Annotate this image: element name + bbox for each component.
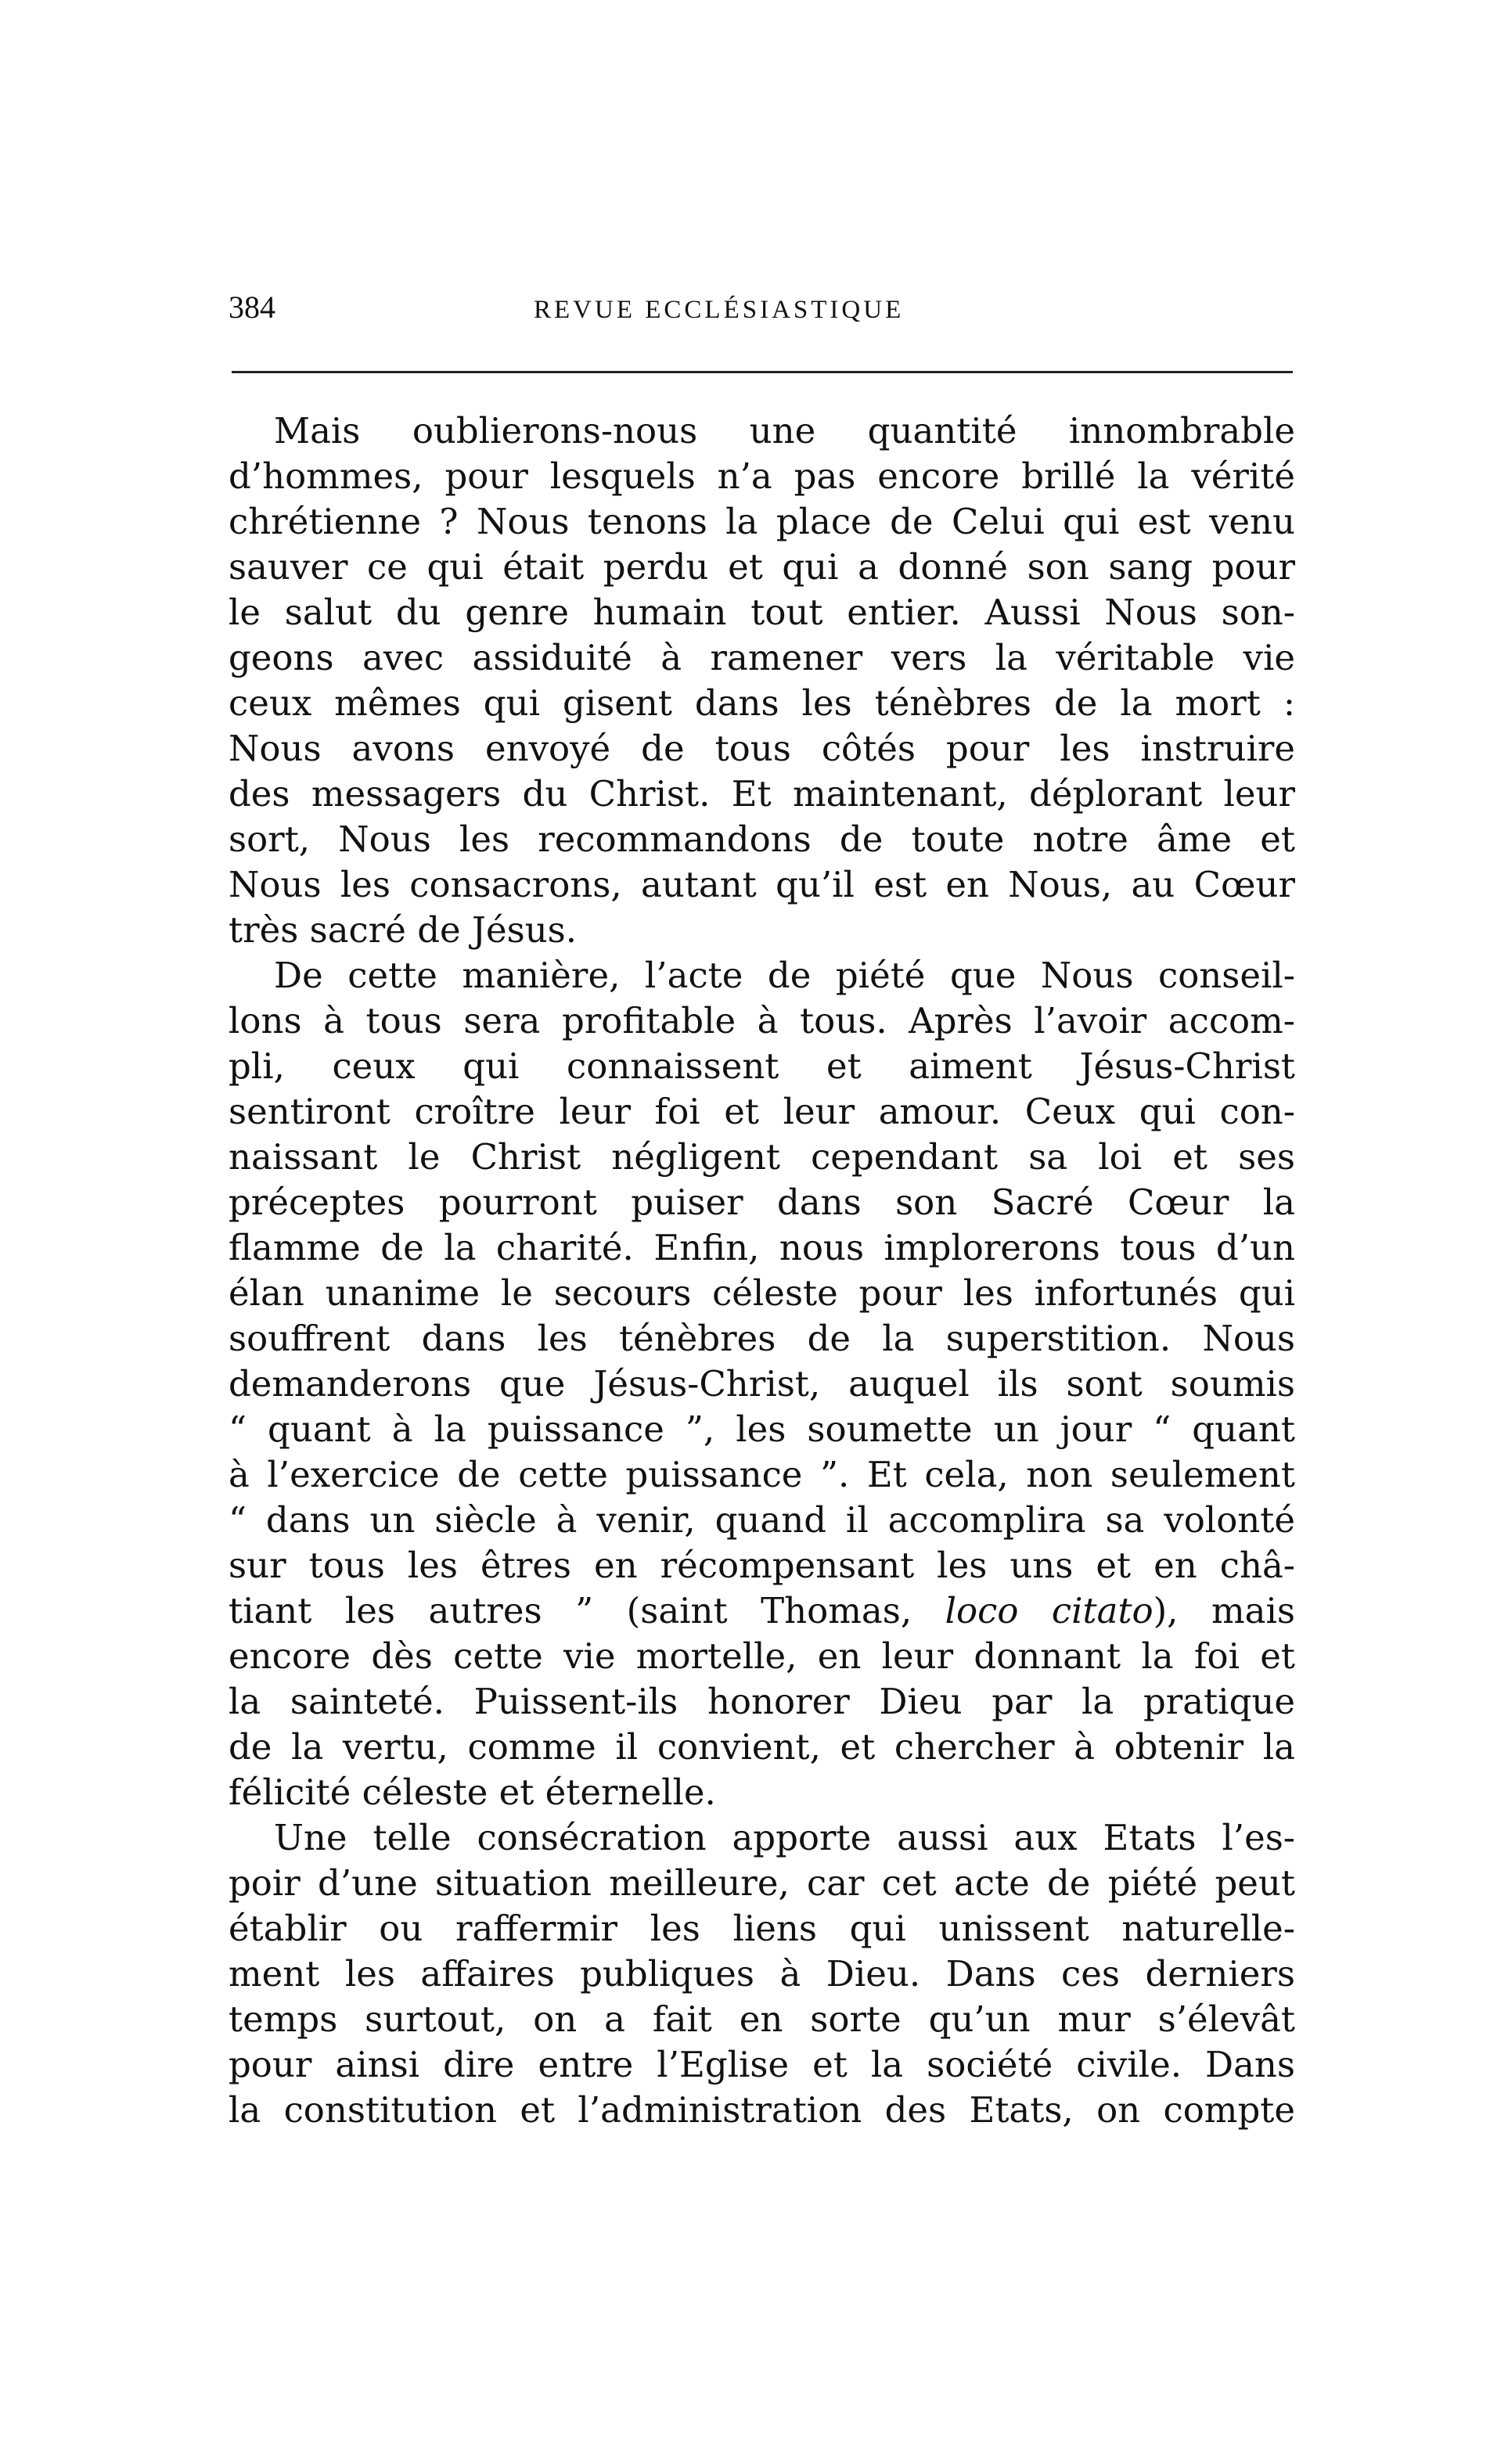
text-line: “ quant à la puissance ”, les soumette un jour “ quant: [229, 1408, 1295, 1450]
text-segment: tiant les autres ” (saint Thomas,: [229, 1590, 945, 1631]
text-line: très sacré de Jésus.: [229, 909, 578, 951]
running-title: REVUE ECCLÉSIASTIQUE: [534, 296, 905, 324]
text-line: de la vertu, comme il convient, et chercher à obtenir la: [229, 1726, 1295, 1768]
text-line: ment les affaires publiques à Dieu. Dans ces derniers: [229, 1953, 1295, 1995]
text-line: naissant le Christ négligent cependant sa loi et ses: [229, 1136, 1295, 1178]
text-line: ceux mêmes qui gisent dans les ténèbres de la mort :: [229, 682, 1295, 724]
text-line: demanderons que Jésus-Christ, auquel ils sont soumis: [229, 1363, 1295, 1405]
text-line: à l’exercice de cette puissance ”. Et cela, non seulement: [229, 1454, 1295, 1495]
text-line: d’hommes, pour lesquels n’a pas encore brillé la vérité: [229, 455, 1295, 497]
text-line: sur tous les êtres en récompensant les uns et en châ-: [229, 1545, 1295, 1586]
text-line: sauver ce qui était perdu et qui a donné son sang pour: [229, 546, 1295, 588]
text-line: De cette manière, l’acte de piété que Nous conseil-: [274, 955, 1295, 996]
text-line: encore dès cette vie mortelle, en leur donnant la foi et: [229, 1635, 1295, 1677]
text-line: “ dans un siècle à venir, quand il accomplira sa volonté: [229, 1499, 1295, 1541]
text-line: sentiront croître leur foi et leur amour. Ceux qui con-: [229, 1091, 1295, 1132]
text-line: temps surtout, on a fait en sorte qu’un mur s’élevât: [229, 1998, 1295, 2040]
text-line: souffrent dans les ténèbres de la superstition. Nous: [229, 1318, 1295, 1359]
text-line: geons avec assiduité à ramener vers la véritable vie: [229, 637, 1295, 678]
header-rule: [232, 371, 1293, 373]
text-line-with-citation: [229, 1588, 1295, 1634]
text-line: la sainteté. Puissent-ils honorer Dieu par la pratique: [229, 1681, 1295, 1722]
text-line: sort, Nous les recommandons de toute notre âme et: [229, 818, 1295, 860]
text-line: le salut du genre humain tout entier. Aussi Nous son-: [229, 592, 1295, 633]
text-line: préceptes pourront puiser dans son Sacré Cœur la: [229, 1182, 1295, 1223]
text-line: lons à tous sera profitable à tous. Après l’avoir accom-: [229, 1000, 1295, 1041]
text-line: Nous avons envoyé de tous côtés pour les instruire: [229, 728, 1295, 769]
running-header: [229, 288, 1293, 335]
text-line: pour ainsi dire entre l’Eglise et la société civile. Dans: [229, 2044, 1295, 2085]
text-line: Une telle consécration apporte aussi aux Etats l’es-: [274, 1817, 1295, 1858]
text-line: pli, ceux qui connaissent et aiment Jésus-Christ: [229, 1045, 1295, 1087]
text-line: flamme de la charité. Enfin, nous implorerons tous d’un: [229, 1227, 1295, 1268]
text-line: établir ou raffermir les liens qui unissent naturelle-: [229, 1908, 1295, 1949]
page-number: 384: [229, 290, 275, 325]
text-line: poir d’une situation meilleure, car cet acte de piété peut: [229, 1862, 1295, 1904]
text-line: félicité céleste et éternelle.: [229, 1772, 716, 1813]
citation-italic: loco citato: [945, 1590, 1153, 1631]
text-line: des messagers du Christ. Et maintenant, déplorant leur: [229, 773, 1295, 815]
text-line: la constitution et l’administration des Etats, on compte: [229, 2089, 1295, 2131]
text-line: Nous les consacrons, autant qu’il est en Nous, au Cœur: [229, 864, 1295, 905]
text-line: Mais oublierons-nous une quantité innombrable: [274, 410, 1295, 451]
text-line: élan unanime le secours céleste pour les infortunés qui: [229, 1272, 1295, 1314]
body-text: [229, 408, 1295, 2133]
text-segment: ), mais: [1153, 1590, 1295, 1631]
text-line: chrétienne ? Nous tenons la place de Celui qui est venu: [229, 501, 1295, 542]
